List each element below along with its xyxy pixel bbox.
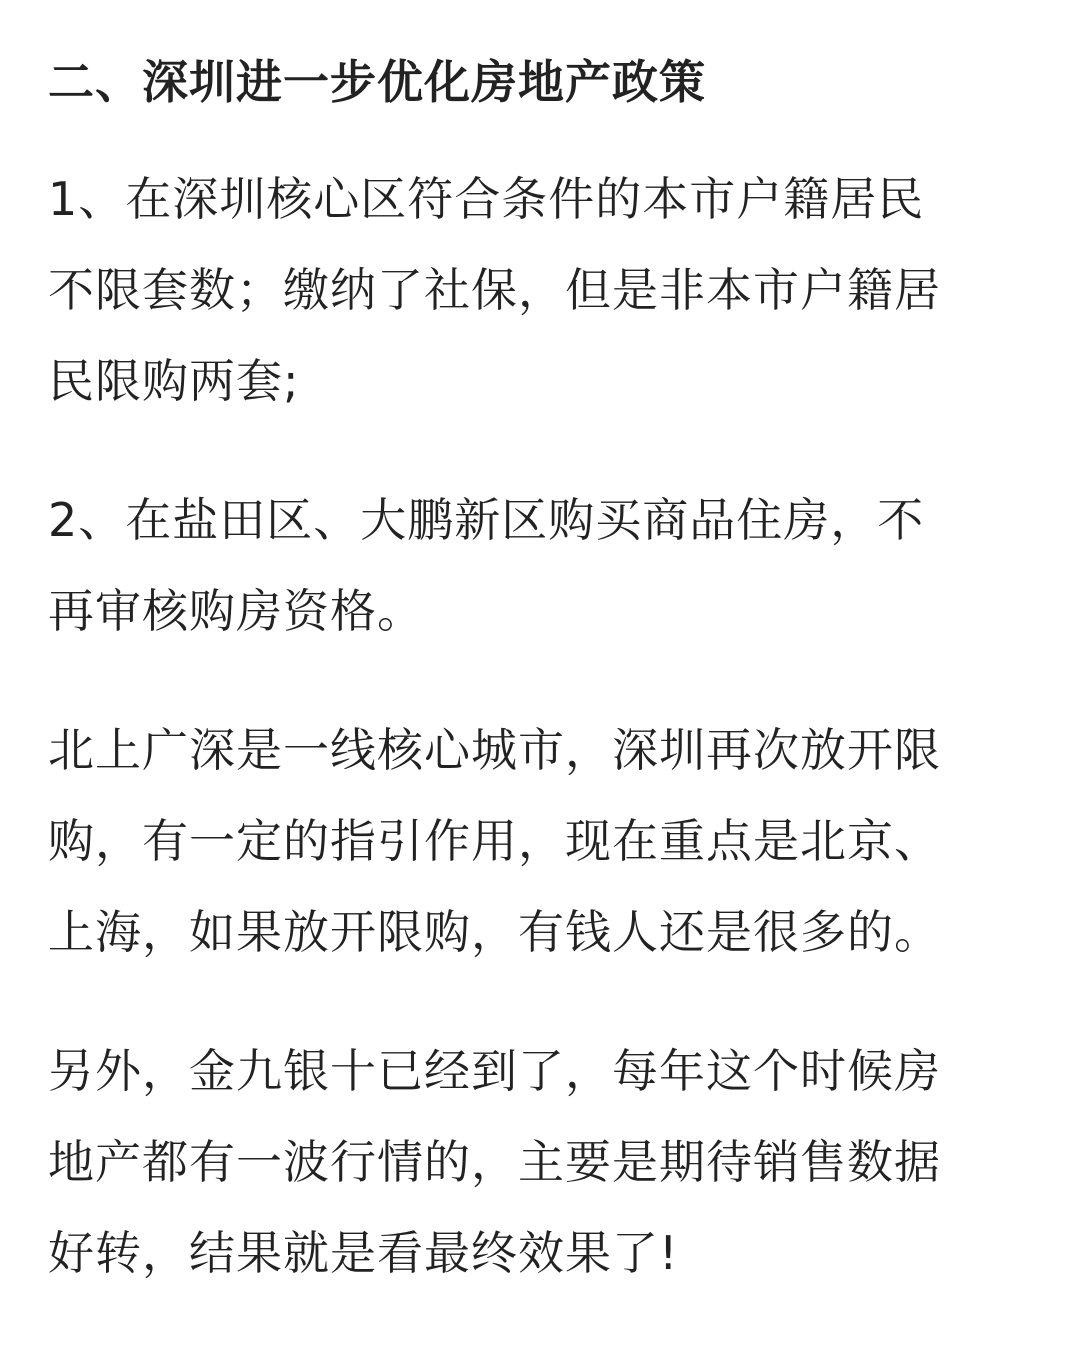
paragraph-line: 1、在深圳核心区符合条件的本市户籍居民 (48, 172, 925, 226)
paragraph-policy-2 (48, 475, 1038, 657)
paragraph-line: 另外，金九银十已经到了，每年这个时候房 (48, 1044, 941, 1098)
paragraph-line: 再审核购房资格。 (48, 584, 424, 638)
paragraph-outlook (48, 1026, 1038, 1299)
paragraph-policy-1 (48, 154, 1038, 427)
article-body (48, 44, 1038, 1347)
paragraph-line: 购，有一定的指引作用，现在重点是北京、 (48, 814, 941, 868)
paragraph-analysis (48, 705, 1038, 978)
paragraph-line: 民限购两套; (48, 354, 300, 408)
paragraph-line: 地产都有一波行情的，主要是期待销售数据 (48, 1135, 941, 1189)
paragraph-line: 北上广深是一线核心城市，深圳再次放开限 (48, 723, 941, 777)
article-heading: 二、深圳进一步优化房地产政策 (48, 55, 706, 109)
paragraph-line: 好转，结果就是看最终效果了! (48, 1226, 679, 1280)
paragraph-line: 上海，如果放开限购，有钱人还是很多的。 (48, 905, 941, 959)
paragraph-line: 2、在盐田区、大鹏新区购买商品住房，不 (48, 493, 925, 547)
paragraph-line: 不限套数；缴纳了社保，但是非本市户籍居 (48, 263, 941, 317)
